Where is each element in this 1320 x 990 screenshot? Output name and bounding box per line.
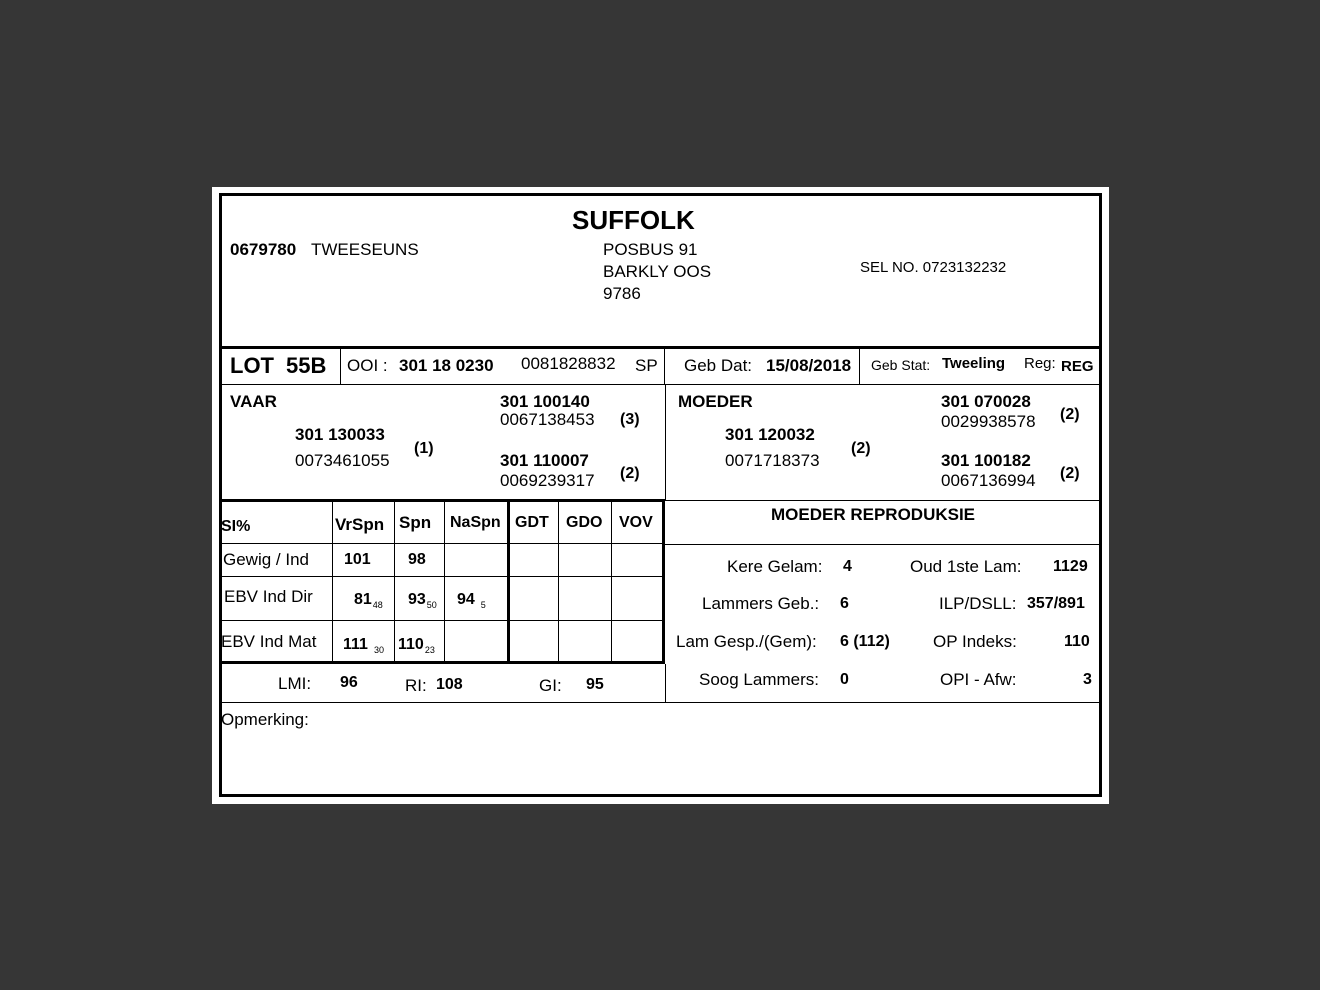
dam-id: 301 120032 <box>725 425 815 444</box>
breeder-name: TWEESEUNS <box>311 240 419 259</box>
ebv-dir-vrspn: $81_{48}$ <box>354 591 383 610</box>
divider <box>665 664 666 702</box>
divider <box>611 499 612 664</box>
divider <box>664 349 665 385</box>
birth-status-label: Geb Stat: <box>871 357 931 373</box>
op-indeks-value: 110 <box>1064 633 1090 650</box>
divider <box>394 499 395 664</box>
sire-sire-chip: 0067138453 <box>500 410 595 429</box>
reg-label: Reg: <box>1024 355 1056 372</box>
gi-label: GI: <box>539 676 562 695</box>
phone-number: SEL NO. 0723132232 <box>860 259 1007 276</box>
gi-value: 95 <box>586 676 604 693</box>
reg-status: REG <box>1061 358 1094 375</box>
birth-status: Tweeling <box>942 355 1006 372</box>
address-line-3: 9786 <box>603 284 641 303</box>
dam-dam-chip: 0067136994 <box>941 471 1036 490</box>
divider <box>665 544 1099 545</box>
dam-sire-id: 301 070028 <box>941 392 1031 411</box>
sire-generation: (1) <box>414 440 434 457</box>
ebv-dir-naspn: 94 $_5$ <box>457 591 486 610</box>
lammers-geb-value: 6 <box>840 595 849 612</box>
birth-date-label: Geb Dat: <box>684 356 753 375</box>
divider <box>222 384 1099 385</box>
dam-label: MOEDER <box>678 392 753 411</box>
ooi-id: 301 18 0230 <box>399 356 494 375</box>
repro-title: MOEDER REPRODUKSIE <box>771 505 976 524</box>
divider <box>665 385 666 500</box>
col-gdt: GDT <box>515 514 549 531</box>
kere-gelam-value: 4 <box>843 558 852 575</box>
dam-sire-chip: 0029938578 <box>941 412 1036 431</box>
address-line-2: BARKLY OOS <box>603 262 712 281</box>
sire-chip: 0073461055 <box>295 451 390 470</box>
ebv-mat-vrspn: 111 $_{30}$ <box>343 636 384 655</box>
divider <box>507 499 510 664</box>
dam-sire-generation: (2) <box>1060 406 1080 423</box>
kere-gelam-label: Kere Gelam: <box>727 557 823 576</box>
oud-value: 1129 <box>1053 558 1088 575</box>
lot-number: 55B <box>286 353 327 378</box>
card-frame <box>219 193 1102 797</box>
col-vrspn: VrSpn <box>335 515 385 534</box>
ooi-chip: 0081828832 <box>521 354 616 373</box>
ri-value: 108 <box>436 676 463 693</box>
divider <box>444 499 445 664</box>
sale-card <box>212 187 1109 804</box>
row-label-ebv-mat: EBV Ind Mat <box>221 632 317 651</box>
si-corner-label: SI% <box>221 518 251 535</box>
gewig-spn: 98 <box>408 551 426 568</box>
row-label-ebv-dir: EBV Ind Dir <box>224 587 313 606</box>
sire-sire-id: 301 100140 <box>500 392 590 411</box>
ilp-value: 357/891 <box>1027 595 1085 612</box>
divider <box>859 349 860 385</box>
soog-label: Soog Lammers: <box>699 670 819 689</box>
sire-dam-id: 301 110007 <box>500 451 589 470</box>
col-vov: VOV <box>619 514 653 531</box>
sire-dam-generation: (2) <box>620 465 640 482</box>
divider <box>340 349 341 385</box>
divider <box>222 346 1099 349</box>
remarks-label: Opmerking: <box>221 710 309 729</box>
breed-title: SUFFOLK <box>572 205 695 235</box>
gewig-vrspn: 101 <box>344 551 371 568</box>
lmi-value: 96 <box>340 674 358 691</box>
col-spn: Spn <box>399 513 432 532</box>
lam-gesp-label: Lam Gesp./(Gem): <box>676 632 817 651</box>
divider <box>665 500 1099 501</box>
ri-label: RI: <box>405 676 427 695</box>
ilp-label: ILP/DSLL: <box>939 594 1017 613</box>
sire-label: VAAR <box>230 392 277 411</box>
dam-generation: (2) <box>851 440 871 457</box>
ebv-mat-spn: $110_{23}$ <box>398 636 435 655</box>
ooi-code: SP <box>635 356 658 375</box>
col-naspn: NaSpn <box>450 514 501 531</box>
breeder-number: 0679780 <box>230 240 297 259</box>
sire-sire-generation: (3) <box>620 411 640 428</box>
sire-dam-chip: 0069239317 <box>500 471 595 490</box>
lammers-geb-label: Lammers Geb.: <box>702 594 820 613</box>
divider <box>332 499 333 664</box>
op-indeks-label: OP Indeks: <box>933 632 1017 651</box>
dam-dam-id: 301 100182 <box>941 451 1031 470</box>
lam-gesp-value: 6 (112) <box>840 633 890 650</box>
opi-afw-value: 3 <box>1083 671 1092 688</box>
address-line-1: POSBUS 91 <box>603 240 698 259</box>
birth-date: 15/08/2018 <box>766 356 852 375</box>
dam-chip: 0071718373 <box>725 451 820 470</box>
si-table-right-border <box>662 499 665 664</box>
ooi-label: OOI : <box>347 356 388 375</box>
divider <box>558 499 559 664</box>
lot-label: LOT <box>230 353 274 378</box>
oud-label: Oud 1ste Lam: <box>910 557 1022 576</box>
dam-dam-generation: (2) <box>1060 465 1080 482</box>
lmi-label: LMI: <box>278 674 312 693</box>
opi-afw-label: OPI - Afw: <box>940 670 1017 689</box>
divider <box>222 702 1099 703</box>
soog-value: 0 <box>840 671 849 688</box>
ebv-dir-spn: $93_{50}$ <box>408 591 437 610</box>
sire-id: 301 130033 <box>295 425 385 444</box>
col-gdo: GDO <box>566 514 603 531</box>
row-label-gewig: Gewig / Ind <box>223 550 309 569</box>
